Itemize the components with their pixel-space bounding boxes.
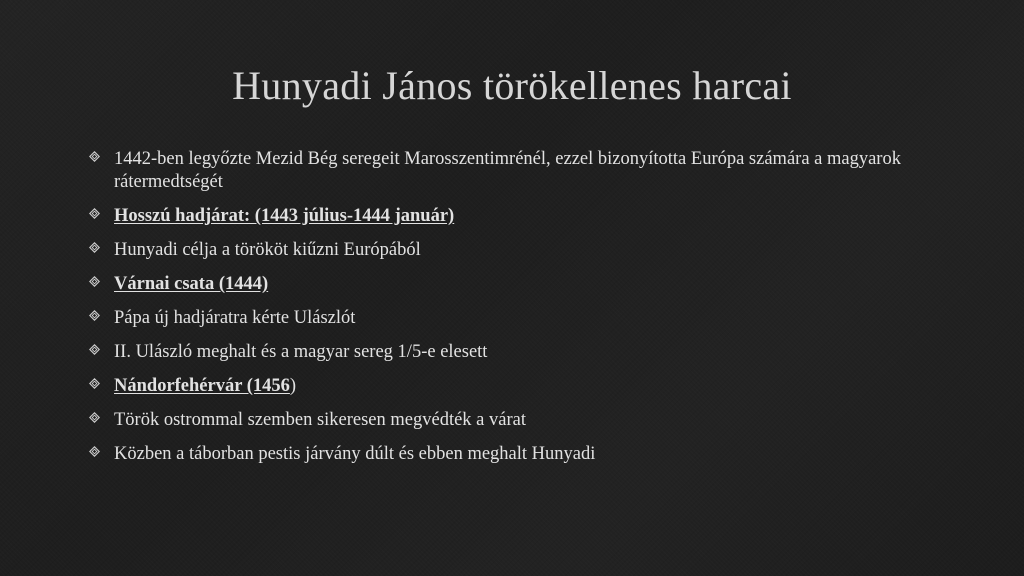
diamond-bullet-icon xyxy=(89,151,100,162)
bullet-text: Pápa új hadjáratra kérte Ulászlót xyxy=(114,308,356,328)
diamond-bullet-icon xyxy=(89,276,100,287)
diamond-bullet-icon xyxy=(89,412,100,423)
diamond-bullet-icon xyxy=(89,378,100,389)
bullet-text: Közben a táborban pestis járvány dúlt és ebben meghalt Hunyadi xyxy=(114,444,596,464)
bullet-text-bold: Nándorfehérvár (1456 xyxy=(114,376,290,396)
bullet-item xyxy=(88,273,948,296)
bullet-text: Török ostrommal szemben sikeresen megvédték a várat xyxy=(114,410,526,430)
bullet-item xyxy=(88,409,948,432)
bullet-text: II. Ulászló meghalt és a magyar sereg 1/5-e elesett xyxy=(114,342,488,362)
bullet-text-suffix: ) xyxy=(289,376,297,396)
bullet-item xyxy=(88,341,948,364)
diamond-bullet-icon xyxy=(89,208,100,219)
bullet-text: Hunyadi célja a törököt kiűzni Európából xyxy=(114,240,421,260)
diamond-bullet-icon xyxy=(89,446,100,457)
bullet-item xyxy=(88,205,948,228)
bullet-item xyxy=(88,375,948,398)
diamond-bullet-icon xyxy=(89,242,100,253)
bullet-item xyxy=(88,307,948,330)
bullet-text-bold: Várnai csata (1444) xyxy=(114,274,269,294)
bullet-list xyxy=(88,148,948,477)
diamond-bullet-icon xyxy=(89,344,100,355)
bullet-item xyxy=(88,148,948,194)
bullet-item xyxy=(88,443,948,466)
slide-title: Hunyadi János törökellenes harcai xyxy=(232,63,792,108)
diamond-bullet-icon xyxy=(89,310,100,321)
bullet-text-bold: Hosszú hadjárat: (1443 július-1444 január) xyxy=(114,206,455,226)
bullet-text: 1442-ben legyőzte Mezid Bég seregeit Marosszentimrénél, ezzel bizonyította Európa számára a magyarok rátermedtségét xyxy=(114,149,901,192)
bullet-item xyxy=(88,239,948,262)
